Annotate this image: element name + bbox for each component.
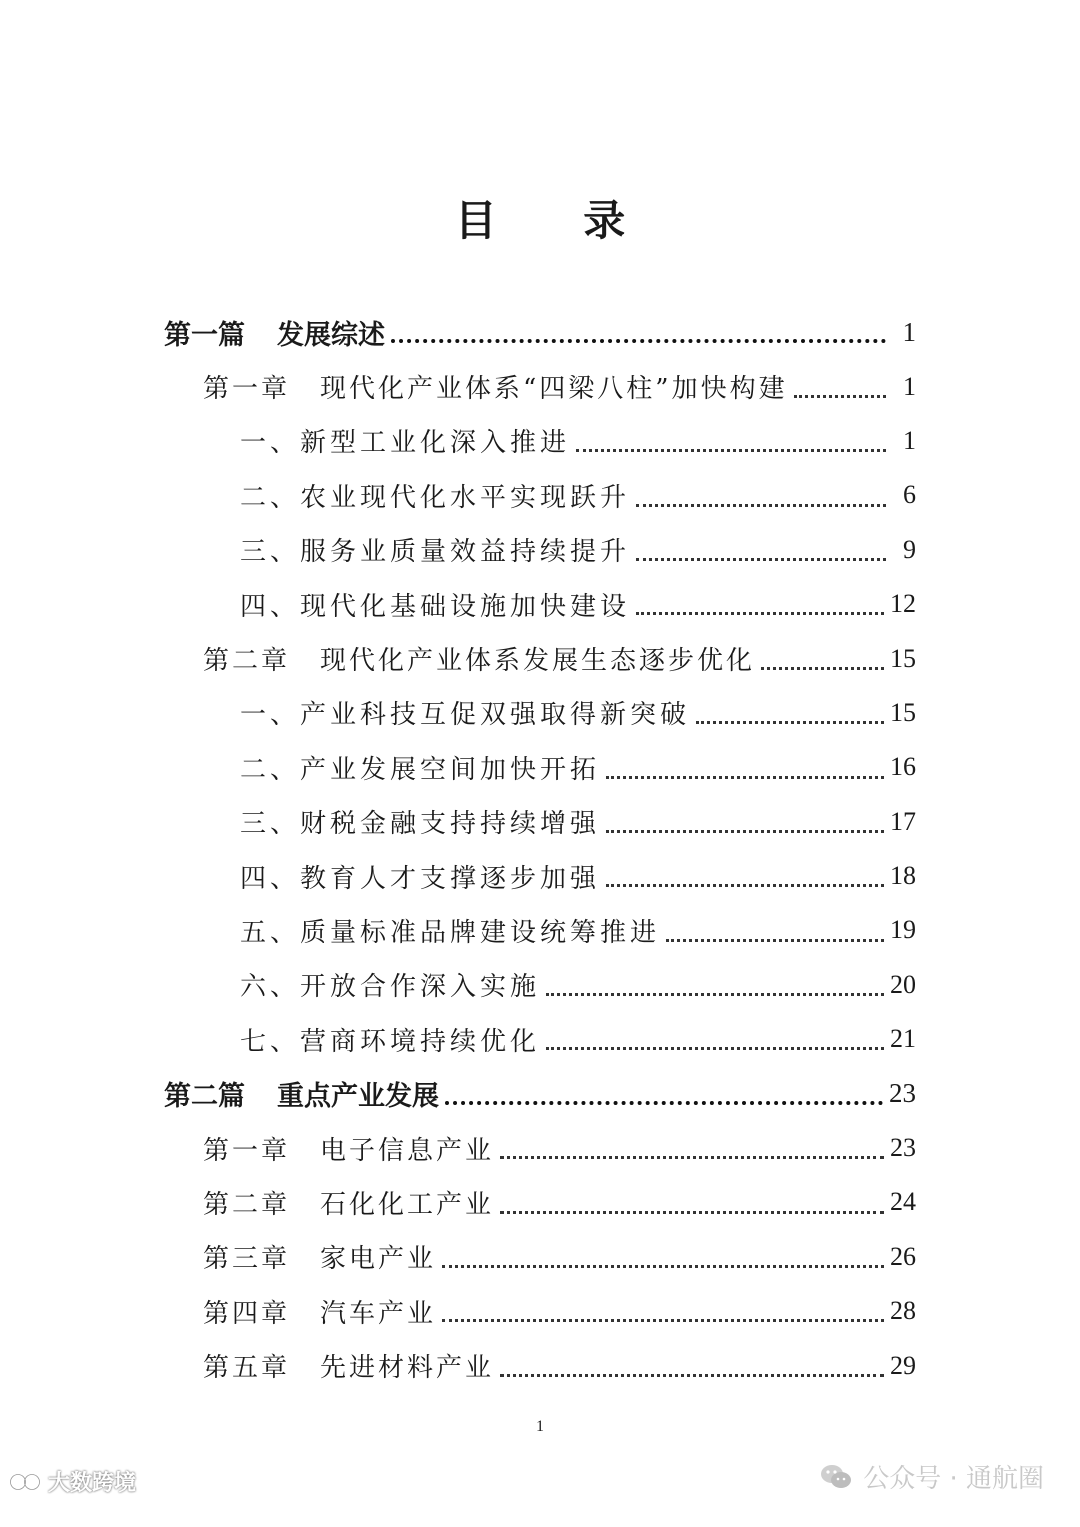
toc-entry-page: 24 (890, 1187, 916, 1217)
toc-entry-title: 三、财税金融支持持续增强 (240, 809, 601, 840)
toc-entry-section[interactable] (0, 740, 1080, 794)
toc-dot-leader (576, 449, 886, 452)
watermark-right (819, 1458, 1044, 1495)
toc-entry-part[interactable] (0, 305, 1080, 359)
toc-dot-leader (636, 558, 886, 561)
toc-dot-leader (442, 1319, 884, 1322)
toc-entry-label (240, 966, 540, 1003)
toc-entry-label (240, 803, 600, 840)
toc-entry-section[interactable] (0, 686, 1080, 740)
toc-entry-chapter[interactable] (0, 1175, 1080, 1229)
toc-entry-label (240, 694, 690, 731)
toc-entry-title: 二、产业发展空间加快开拓 (240, 754, 601, 785)
toc-entry-label (240, 1021, 540, 1058)
toc-entry-page: 12 (890, 589, 916, 619)
toc-entry-title: 现代化产业体系“四梁八柱”加快构建 (320, 374, 788, 405)
toc-entry-label (164, 1074, 439, 1113)
toc-dot-leader (391, 339, 886, 343)
toc-dot-leader (761, 667, 884, 670)
toc-entry-number: 第四章 (203, 1298, 291, 1329)
wechat-icon (819, 1462, 853, 1492)
toc-dot-leader (794, 395, 886, 398)
toc-entry-label (240, 477, 630, 514)
toc-dot-leader (696, 721, 884, 724)
toc-entry-title: 现代化产业体系发展生态逐步优化 (320, 646, 756, 677)
toc-entry-label (203, 1130, 494, 1167)
toc-entry-number: 第五章 (203, 1353, 291, 1384)
toc-entry-section[interactable] (0, 414, 1080, 468)
toc-entry-label (203, 1184, 494, 1221)
toc-entry-title: 四、教育人才支撑逐步加强 (240, 863, 601, 894)
toc-entry-label (240, 912, 660, 949)
toc-entry-title: 石化化工产业 (320, 1189, 495, 1220)
toc-entry-chapter[interactable] (0, 1121, 1080, 1175)
toc-entry-page: 18 (890, 861, 916, 891)
toc-dot-leader (606, 830, 884, 833)
toc-dot-leader (445, 1101, 883, 1105)
toc-entry-page: 15 (890, 643, 916, 673)
toc-entry-page: 20 (890, 969, 916, 999)
toc-entry-title: 一、新型工业化深入推进 (240, 428, 571, 459)
toc-entry-section[interactable] (0, 795, 1080, 849)
toc-entry-section[interactable] (0, 468, 1080, 522)
toc-entry-label (240, 422, 570, 459)
toc-dot-leader (666, 939, 884, 942)
toc-entry-label (240, 749, 600, 786)
watermark-left-text: 大数跨境 (48, 1471, 137, 1496)
table-of-contents (0, 305, 1080, 1393)
watermark-left (10, 1466, 136, 1497)
toc-entry-page: 29 (890, 1350, 916, 1380)
toc-entry-page: 1 (902, 316, 916, 347)
toc-entry-title: 家电产业 (320, 1244, 437, 1275)
toc-entry-number: 第二篇 (164, 1081, 245, 1113)
toc-entry-label (203, 368, 788, 405)
toc-entry-section[interactable] (0, 958, 1080, 1012)
toc-entry-title: 三、服务业质量效益持续提升 (240, 537, 631, 568)
toc-entry-page: 28 (890, 1296, 916, 1326)
toc-entry-title: 重点产业发展 (277, 1081, 439, 1113)
toc-entry-part[interactable] (0, 1066, 1080, 1120)
toc-entry-page: 1 (903, 425, 916, 455)
page-title: 目 录 (454, 196, 662, 245)
toc-entry-section[interactable] (0, 903, 1080, 957)
toc-entry-page: 23 (890, 1133, 916, 1163)
toc-dot-leader (546, 1047, 884, 1050)
toc-entry-title: 发展综述 (277, 319, 385, 351)
toc-entry-chapter[interactable] (0, 1338, 1080, 1392)
toc-entry-label (240, 858, 600, 895)
toc-entry-number: 第一篇 (164, 319, 245, 351)
toc-entry-page: 1 (903, 371, 916, 401)
toc-entry-label (203, 1347, 494, 1384)
toc-entry-page: 17 (890, 806, 916, 836)
toc-entry-chapter[interactable] (0, 631, 1080, 685)
toc-entry-page: 23 (889, 1078, 916, 1109)
toc-dot-leader (606, 884, 884, 887)
toc-entry-page: 15 (890, 697, 916, 727)
toc-dot-leader (442, 1265, 884, 1268)
toc-entry-title: 二、农业现代化水平实现跃升 (240, 482, 631, 513)
toc-dot-leader (606, 776, 884, 779)
toc-entry-number: 第一章 (203, 374, 291, 405)
toc-entry-section[interactable] (0, 577, 1080, 631)
toc-entry-page: 21 (890, 1024, 916, 1054)
toc-entry-number: 第二章 (203, 1189, 291, 1220)
toc-entry-title: 汽车产业 (320, 1298, 437, 1329)
toc-entry-page: 19 (890, 915, 916, 945)
toc-dot-leader (546, 993, 884, 996)
toc-entry-label (203, 1293, 436, 1330)
toc-entry-label (240, 586, 630, 623)
toc-dot-leader (500, 1211, 884, 1214)
toc-entry-title: 一、产业科技互促双强取得新突破 (240, 700, 691, 731)
toc-entry-title: 四、现代化基础设施加快建设 (240, 591, 631, 622)
toc-entry-label (203, 640, 755, 677)
page-number: 1 (536, 1418, 544, 1435)
toc-entry-number: 第二章 (203, 646, 291, 677)
toc-entry-label (164, 313, 385, 352)
logo-icon (10, 1471, 44, 1493)
toc-dot-leader (500, 1374, 884, 1377)
toc-entry-number: 第三章 (203, 1244, 291, 1275)
toc-entry-label (203, 1238, 436, 1275)
toc-dot-leader (636, 612, 884, 615)
toc-entry-title: 六、开放合作深入实施 (240, 972, 541, 1003)
toc-entry-label (240, 531, 630, 568)
toc-entry-title: 电子信息产业 (320, 1135, 495, 1166)
toc-entry-chapter[interactable] (0, 359, 1080, 413)
toc-entry-section[interactable] (0, 849, 1080, 903)
toc-entry-chapter[interactable] (0, 1230, 1080, 1284)
watermark-right-text: 公众号 · 通航圈 (863, 1464, 1044, 1494)
toc-entry-title: 五、质量标准品牌建设统筹推进 (240, 917, 661, 948)
toc-entry-section[interactable] (0, 1012, 1080, 1066)
toc-entry-title: 先进材料产业 (320, 1353, 495, 1384)
toc-entry-page: 26 (890, 1241, 916, 1271)
toc-entry-chapter[interactable] (0, 1284, 1080, 1338)
toc-entry-page: 16 (890, 752, 916, 782)
toc-entry-section[interactable] (0, 523, 1080, 577)
toc-dot-leader (500, 1156, 884, 1159)
toc-entry-title: 七、营商环境持续优化 (240, 1026, 541, 1057)
toc-entry-page: 9 (903, 534, 916, 564)
toc-entry-page: 6 (903, 480, 916, 510)
toc-entry-number: 第一章 (203, 1135, 291, 1166)
toc-dot-leader (636, 504, 886, 507)
